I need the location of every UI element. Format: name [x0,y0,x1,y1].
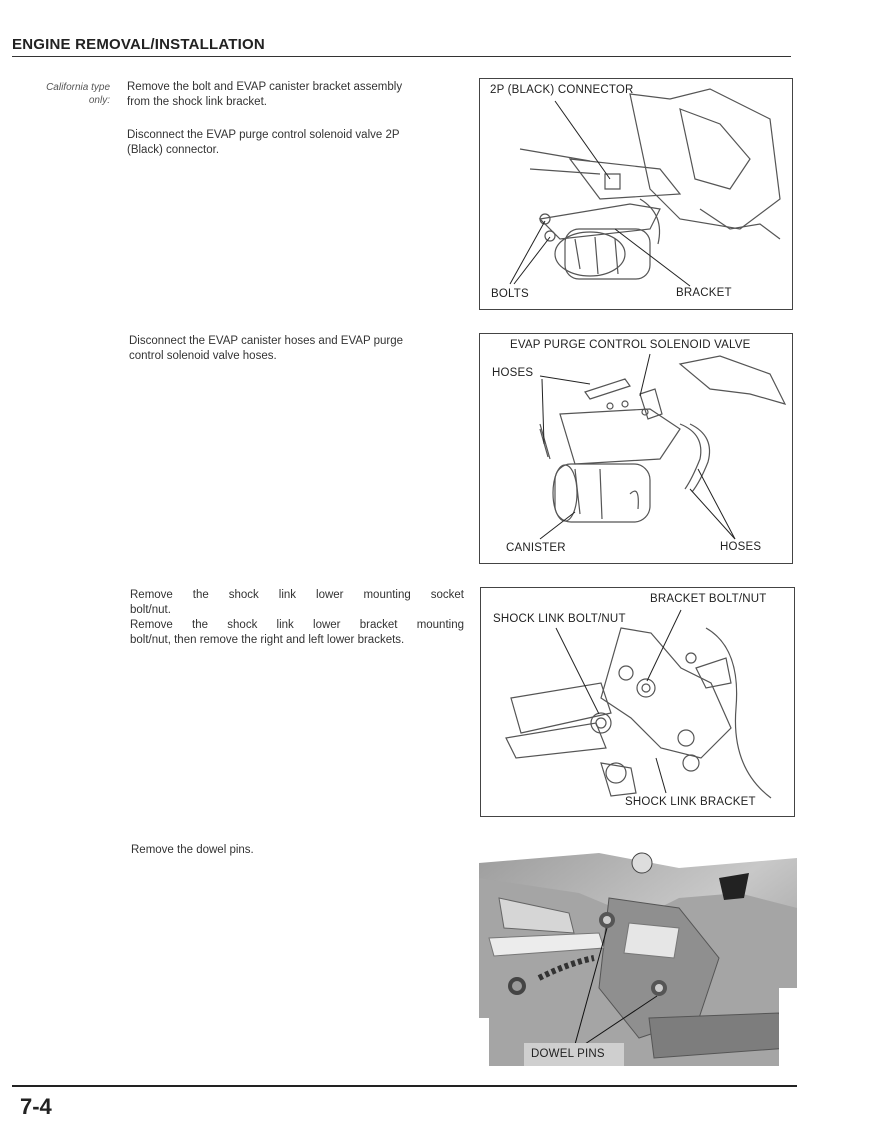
label-shock-link-bracket: SHOCK LINK BRACKET [625,796,756,808]
label-canister: CANISTER [506,542,566,554]
step-disconnect-connector [127,128,463,158]
label-2p-connector: 2P (BLACK) CONNECTOR [490,84,634,96]
side-note [30,81,110,107]
label-shock-link-bolt-nut: SHOCK LINK BOLT/NUT [493,613,626,625]
step-text-line: Disconnect the EVAP canister hoses and EVAP purge [129,335,404,347]
photo-dowel-pins [479,838,797,1066]
figure-shock-link [480,587,795,817]
label-hoses-right: HOSES [720,541,762,553]
photo-dowel-pins-illustration [479,838,797,1066]
label-bolts: BOLTS [491,288,529,300]
step-remove-canister-bracket [127,80,463,110]
page-title: ENGINE REMOVAL/INSTALLATION [12,36,265,53]
step-remove-shock-link-bolts [130,588,464,648]
step-text-line: Disconnect the EVAP purge control solenoid valve 2P [127,129,400,141]
header-divider [12,56,791,57]
step-text-line: Remove the bolt and EVAP canister bracket assembly [127,81,403,93]
figure-connector-bolts-bracket [479,78,793,310]
footer-divider [12,1085,797,1087]
step-text-line: (Black) connector. [127,144,220,156]
step-text-line: from the shock link bracket. [127,96,267,108]
step-text-line: Remove the dowel pins. [131,844,254,856]
step-text-line: control solenoid valve hoses. [129,350,277,362]
step-text-line: bolt/nut. [130,604,171,616]
label-hoses-left: HOSES [492,367,534,379]
label-bracket-bolt-nut: BRACKET BOLT/NUT [650,593,767,605]
label-bracket: BRACKET [676,287,732,299]
step-disconnect-hoses [129,334,465,364]
page-number: 7-4 [20,1094,52,1119]
figure-1-illustration [480,79,792,309]
step-remove-dowel-pins [131,843,465,858]
label-dowel-pins: DOWEL PINS [531,1048,605,1060]
step-text-line: Remove the shock link lower bracket mounting [130,619,464,631]
figure-evap-hoses-canister [479,333,793,564]
side-note-line-1: California type [46,82,110,93]
side-note-line-2: only: [88,95,110,106]
step-text-line: Remove the shock link lower mounting socket [130,589,464,601]
step-text-line: bolt/nut, then remove the right and left lower brackets. [130,634,405,646]
label-purge-valve: EVAP PURGE CONTROL SOLENOID VALVE [510,339,751,351]
